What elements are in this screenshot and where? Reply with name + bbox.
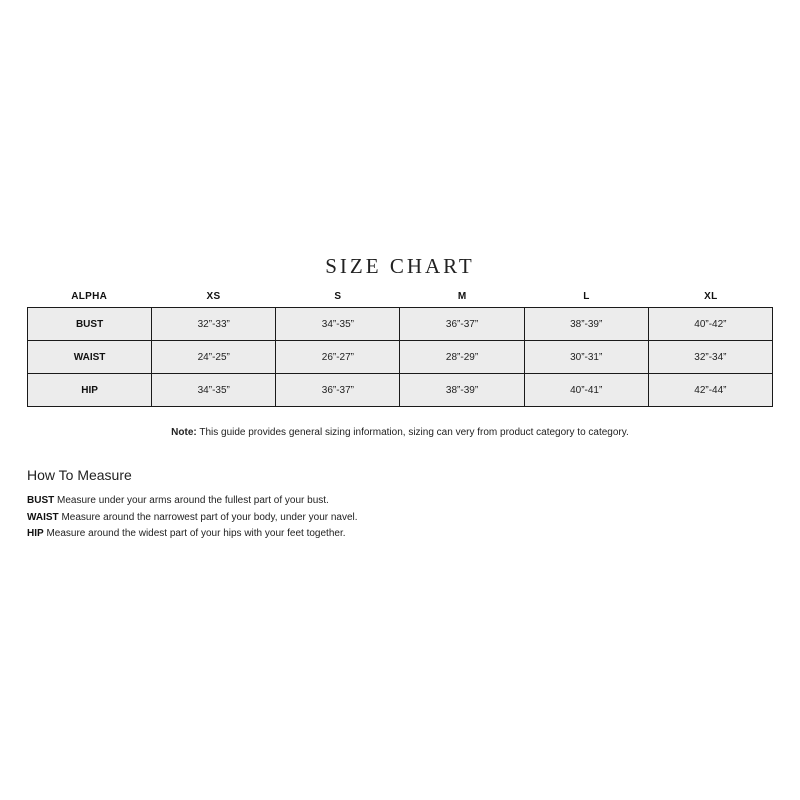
table-row-waist [28,341,773,374]
row-label-bust: BUST [28,308,152,341]
table-cell: 32”-33” [152,308,276,341]
table-cell: 40”-41” [524,374,648,407]
measure-term-waist: WAIST [27,511,59,523]
row-label-hip: HIP [28,374,152,407]
table-row-hip [28,374,773,407]
table-cell: 38”-39” [524,308,648,341]
sizing-note [0,427,800,438]
header-alpha: ALPHA [71,291,108,302]
header-size-xl: XL [704,291,718,302]
table-row-bust [28,308,773,341]
table-cell: 34”-35” [152,374,276,407]
header-size-xs: XS [206,291,221,302]
measure-item-hip [27,526,358,543]
measure-item-waist [27,510,358,527]
table-cell: 38”-39” [400,374,524,407]
table-cell: 42”-44” [648,374,772,407]
header-size-m: M [457,291,467,302]
size-header-row [27,291,773,305]
note-label: Note: [171,427,197,438]
table-cell: 34”-35” [276,308,400,341]
measure-term-bust: BUST [27,495,55,506]
table-cell: 36”-37” [276,374,400,407]
table-cell: 30”-31” [524,341,648,374]
header-size-l: L [583,291,590,302]
measure-term-hip: HIP [27,528,44,539]
table-cell: 32”-34” [648,341,772,374]
table-cell: 40”-42” [648,308,772,341]
table-cell: 28”-29” [400,341,524,374]
measure-item-bust [27,493,358,510]
table-cell: 26”-27” [276,341,400,374]
page-title: SIZE CHART [325,254,475,278]
table-cell: 36”-37” [400,308,524,341]
size-table [27,307,773,407]
measure-instructions [27,493,358,543]
measure-text-hip: Measure around the widest part of your hips with your feet together. [43,528,346,539]
measure-text-bust: Measure under your arms around the fullest part of your bust. [54,495,329,506]
row-label-waist: WAIST [28,341,152,374]
note-text: This guide provides general sizing information, sizing can very from product category to category. [196,427,629,438]
table-cell: 24”-25” [152,341,276,374]
how-to-measure-heading: How To Measure [27,467,132,483]
header-size-s: S [334,291,342,302]
measure-text-waist: Measure around the narrowest part of your body, under your navel. [58,511,358,523]
